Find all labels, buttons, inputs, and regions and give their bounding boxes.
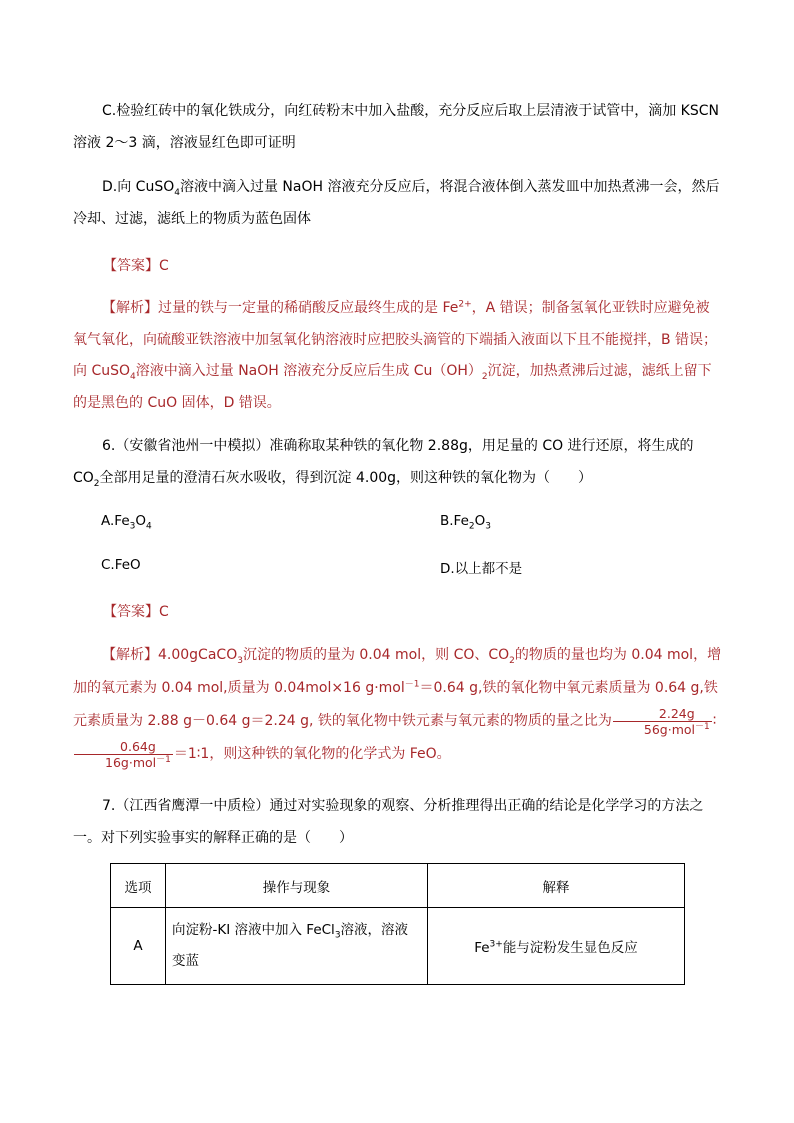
q5-analysis [73, 293, 723, 419]
analysis-sub: 2 [509, 655, 515, 666]
cell-text: 能与淀粉发生显色反应 [502, 940, 638, 956]
fraction-denominator [613, 722, 712, 737]
analysis-text: ＝0.64 g,铁的氧化物中氧元素质量为 0.64 g,铁元素质量为 2.88 g－0.64 g＝2.24 g, 铁的氧化物中铁元素与氧元素的物质的量之比为 [73, 680, 718, 729]
analysis-sub: 2 [481, 371, 488, 382]
table-cell-option: A [111, 908, 166, 985]
cell-text: 向淀粉-KI 溶液中加入 FeCl [172, 922, 335, 938]
analysis-text: 的物质的量也均为 0.04 mol，增加的氧元素为 0.04 mol,质量为 0.04mol×16 g·mol [73, 647, 722, 696]
ratio-colon: ∶ [712, 713, 717, 729]
q7-stem-text: 对下列实验事实的解释正确的是（ ） [101, 829, 353, 846]
cell-text: 溶液，溶液 [340, 922, 409, 938]
table-cell-explanation [428, 908, 685, 985]
fraction-numerator: 0.64g [74, 739, 173, 755]
analysis-tag: 【解析】 [102, 300, 158, 316]
fraction-numerator: 2.24g [613, 706, 712, 722]
option-d-line2: 却、过滤，滤纸上的物质为蓝色固体 [87, 210, 311, 227]
analysis-text: 沉淀的物质的量为 0.04 mol，则 CO、CO [242, 647, 510, 663]
cell-sub: 3 [334, 930, 341, 941]
q6-option-b-text: B.Fe [440, 513, 469, 529]
analysis-sup: －1 [404, 679, 420, 690]
fraction-o [74, 739, 173, 770]
analysis-tag: 【解析】 [102, 647, 158, 663]
fraction-sup: －1 [695, 721, 710, 732]
q6-stem-text: 部用足量的澄清石灰水吸收，得到沉淀 4.00g，则这种铁的氧化物为（ ） [113, 469, 593, 486]
table-header-row [111, 864, 685, 908]
q6-option-b-sub: 3 [485, 521, 491, 532]
analysis-text: 过量的铁与一定量的稀硝酸反应最终生成的是 Fe [158, 300, 459, 316]
q6-option-a-text: A.Fe [101, 513, 130, 529]
option-d-post: 溶液中滴入过量 NaOH 溶液充分反应后，将混合液体倒入蒸发皿中加热煮沸一会，然后冷 [73, 179, 720, 227]
q6-option-d: D.以上都不是 [440, 561, 523, 577]
fraction-denominator [74, 755, 173, 770]
option-d-text [73, 172, 723, 235]
analysis-text: ，A 错误；制备氢氧化亚铁时应避免被氧气氧化，向硫酸亚铁溶液中加氢氧化钠溶液时应把胶头滴管的下端插入液面以下且不能搅拌，B 错误；向 CuSO [73, 300, 718, 379]
q6-stem-text: 全 [99, 469, 114, 486]
table-header-option: 选项 [111, 864, 166, 908]
table-header-operation: 操作与现象 [166, 864, 428, 908]
q6-analysis [73, 639, 723, 771]
option-c-text [73, 96, 723, 159]
analysis-sup: 2+ [458, 299, 472, 310]
q6-option-a-text: O [135, 513, 146, 529]
q6-stem-text: 6.（安徽省池州一中模拟）准确称取某种铁的氧化物 2.88g，用足量的 CO 进行还原，将生成的 CO [73, 438, 694, 486]
q7-stem [73, 791, 723, 854]
q6-option-c: C.FeO [101, 557, 141, 573]
fraction-fe [613, 706, 712, 737]
q6-stem [73, 431, 723, 494]
option-c-line1: C.检验红砖中的氧化铁成分，向红砖粉末中加入盐酸，充分反应后取上层清液于试管中，滴加 KSCN [102, 103, 719, 119]
cell-text: Fe [474, 940, 490, 956]
q6-option-a-sub: 4 [146, 521, 152, 532]
option-d-pre: D.向 CuSO [102, 179, 175, 195]
cell-sup: 3+ [489, 939, 503, 950]
table-row [111, 908, 685, 985]
cell-text: 变蓝 [172, 953, 199, 969]
analysis-sub: 3 [237, 655, 243, 666]
analysis-text: ＝1∶1，则这种铁的氧化物的化学式为 FeO。 [173, 746, 451, 762]
fraction-sup: －1 [156, 754, 171, 765]
q6-answer: 【答案】C [103, 604, 169, 620]
option-c-line2: 溶液 2～3 滴，溶液显红色即可证明 [73, 134, 296, 151]
q6-option-b-sub: 2 [468, 521, 475, 532]
analysis-text: 溶液中滴入过量 NaOH 溶液充分反应后生成 Cu（OH） [135, 363, 482, 379]
q6-option-b [440, 513, 491, 532]
q7-stem-text: 7.（江西省鹰潭一中质检）通过对实验现象的观察、分析推理得出正确的结论是化学学习的方法之一。 [73, 798, 704, 846]
analysis-text: 沉淀，加热煮沸后过滤，滤纸上留下的是黑色的 CuO 固体，D 错误。 [73, 363, 712, 411]
table-header-explanation: 解释 [428, 864, 685, 908]
table-cell-operation [166, 908, 428, 985]
q5-answer: 【答案】C [103, 258, 169, 274]
q6-option-a-sub: 3 [129, 521, 136, 532]
analysis-sub: 4 [130, 371, 136, 382]
analysis-text: 4.00gCaCO [158, 647, 238, 663]
q6-option-a [101, 513, 152, 532]
fraction-denominator-text: 56g·mol [643, 721, 696, 737]
q7-table [110, 863, 685, 985]
option-d-sub: 4 [174, 187, 180, 198]
fraction-denominator-text: 16g·mol [105, 754, 157, 770]
q6-option-b-text: O [474, 513, 486, 529]
q6-stem-sub: 2 [93, 478, 100, 489]
